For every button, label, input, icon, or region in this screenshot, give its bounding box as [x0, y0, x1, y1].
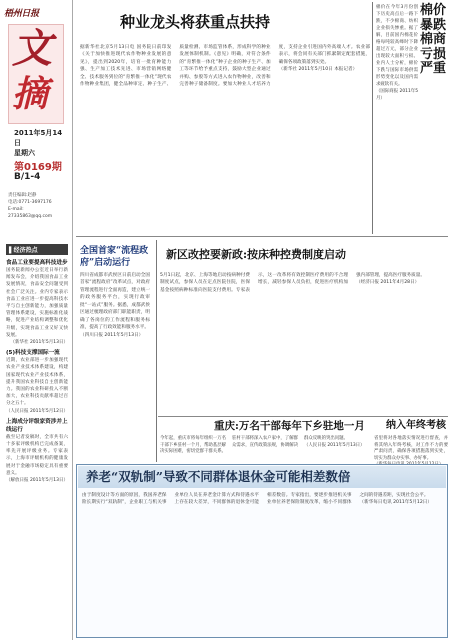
- article-body: 四川省成都市武侯区日前启动全国首家“流程政府”改革试点，对政府管理流程进行全面再造，建立统一的政务服务平台，实现行政审批“一站式”服务。据悉，成都武侯区通过梳理政府部门职能职责，明确了各岗位的工作流程和服务标准，提高了行政效能和服务水平。 （四川日报 2011年5月13日）: [80, 273, 150, 338]
- article-title[interactable]: 棉价暴跌棉商亏损严重: [420, 3, 447, 76]
- article-title[interactable]: 种业龙头将获重点扶持: [120, 13, 271, 31]
- news-body: 截至记者发稿时，全市共有六十多家评级机构已完成备案，率先开展评级业务。专家表示，上海市评级机构的健康发展对于金融市场稳定具有重要意义。: [6, 434, 68, 476]
- left-news-column: [6, 244, 68, 636]
- news-source: （人民日报 2011年5月12日）: [6, 408, 68, 414]
- news-source: （新华社 2011年5月13日）: [10, 340, 68, 346]
- section-char-zhai: 摘: [12, 73, 49, 115]
- date-line: 2011年5月14日: [14, 129, 63, 147]
- article-body: 今年起，重庆市将每年组织一万名干部下乡驻村一个月，帮助基层解决实际困难，密切党群干群关系。驻村干部将深入农户家中，了解群众需求，宣传政策法规，协调解决群众反映的突出问题。 （人民日报 2011年5月13日）: [160, 436, 365, 455]
- row-divider: [76, 236, 448, 237]
- news-title[interactable]: 食品工业要提高科技进步: [6, 260, 68, 266]
- article-title[interactable]: 纳入年终考核: [386, 420, 446, 431]
- article-body: 棉价在今年3月份创下历史高点后一路下跌，不少棉商、纺织企业损失惨重。据了解，目前国内棉花价格每吨较高峰时下降超过万元，部分企业出现较大面积亏损。业内人士分析，棉价下跌与国际市场供需形势变化以及国内需求疲软有关。 （国际商报 2011年5月）: [376, 5, 418, 101]
- column-divider: [72, 0, 73, 640]
- section-label: ▌经济热点: [6, 244, 68, 255]
- email-line: E-mail: 27335863@qq.com: [8, 207, 53, 219]
- row-divider: [158, 416, 448, 417]
- issue-date: [14, 128, 64, 158]
- news-title[interactable]: (5)科技支撑国际一流: [6, 350, 60, 357]
- article-title[interactable]: 新区改控要新政:按床种控费制度启动: [166, 248, 347, 261]
- editor-info: [8, 192, 66, 220]
- phone-line: 电话:0771-3697176: [8, 200, 52, 205]
- weekday-line: 星期六: [14, 149, 35, 157]
- article-title[interactable]: 重庆:万名干部每年下乡驻地一月: [214, 420, 365, 432]
- news-source: （解放日报 2011年5月13日）: [6, 478, 68, 484]
- news-title[interactable]: 上海成分评级家资涉并上线运行: [6, 418, 68, 433]
- article-body: 由于制度设计等方面的原因，我国养老保险长期实行“双轨制”，企业职工与机关事业单位人员在养老金计算方式和待遇水平上存在较大差异，不同群体的退休金可能相差数倍。专家指出，要逐步推进机关事业单位养老保险制度改革，缩小不同群体之间的待遇差距，实现社会公平。 （新华每日电讯 2011年5月12日）: [82, 493, 432, 506]
- issue-number: 第0169期: [14, 162, 62, 173]
- article-body: 5月1日起，北京、上海等地启动按病种付费制度试点，参保人员在定点医院住院，医保基金按照病种标准向医院支付费用。专家表示，这一改革将有效控制医疗费用的不合理增长，减轻参保人员负担，促进医疗机构加强内部管理，提高医疗服务质量。 （经济日报 2011年4月28日）: [160, 273, 425, 293]
- editor-line: 责任编辑:赵静: [8, 193, 37, 198]
- page-range: B/1-4: [14, 172, 41, 182]
- article-body: 省里将对各地落实情况进行督查，并将其纳入年终考核，对工作不力的要严肃问责，确保各项措施落到实处，切实为群众办实事、办好事。: [374, 436, 448, 461]
- article-body: 据新华社北京5月13日电 国务院日前印发《关于加快推进现代农作物种业发展的意见》，提出到2020年，培育一批育种能力强、生产加工技术先进、市场营销网络健全、技术服务到位的“育繁推一体化”现代农作物种业集团，健全品种审定、种子生产、质量检测、市场监管体系，形成科学的种业发展体制机制。《意见》明确，对符合条件的“育繁推一体化”种子企业的种子生产、加工等环节给予重点支持，鼓励大型企业通过并购、参股等方式进入农作物种业，改善和完善种子储备制度。要加大种业人才培养力度，支持企业引进国内外高端人才。农业部表示，将会同有关部门抓紧制定配套措施，确保各项政策落到实处。 （新华社 2011年5月10日 本报记者）: [80, 45, 370, 88]
- column-divider: [372, 2, 373, 234]
- article-title[interactable]: 养老“双轨制”导致不同群体退休金可能相差数倍: [86, 469, 351, 484]
- column-divider: [156, 240, 157, 462]
- paper-name: 梧州日报: [4, 9, 39, 19]
- news-body: 近期，农业部进一步加强现代农业产业技术体系建设，构建国家现代农业产业技术体系，提升我国农业科技自主创新能力。我国的农业科研投入不断加大，农业科技贡献率超过百分之五十。: [6, 358, 68, 407]
- news-body: 国务院新闻办公室近日举行新闻发布会，介绍我国食品工业发展情况，食品安全问题受到社会广泛关注。业内专家表示食品工业应进一步提高科技水平与自主创新能力，加强质量管理体系建设，实施标准化战略，促进产业结构调整和优化升级，实现食品工业又好又快发展。: [6, 268, 68, 338]
- article-title[interactable]: 全国首家“流程政府”启动运行: [80, 246, 149, 268]
- section-char-wen: 文: [12, 25, 52, 72]
